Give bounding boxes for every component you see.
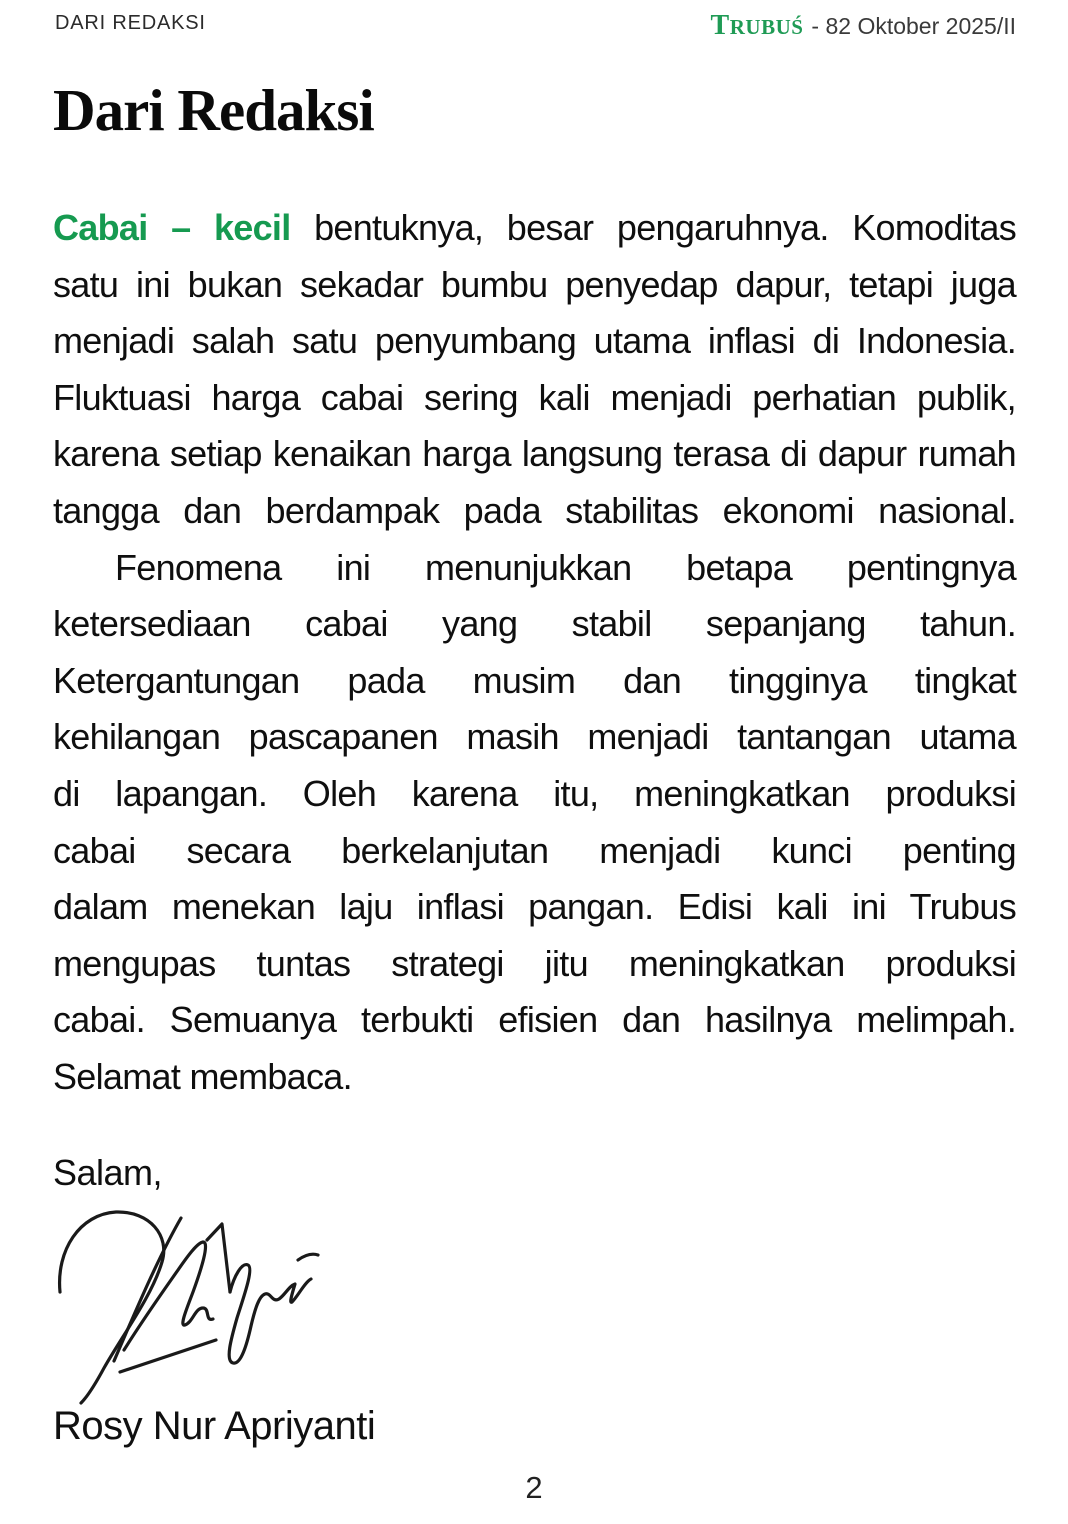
article-line: satu ini bukan sekadar bumbu penyedap dapur, tetapi juga	[53, 263, 1016, 305]
signature-stroke	[298, 1254, 318, 1260]
masthead-right	[711, 10, 1016, 42]
article-line: Fluktuasi harga cabai sering kali menjadi perhatian publik,	[53, 376, 1016, 418]
running-head: DARI REDAKSI	[55, 12, 206, 34]
edition-label: - 82 Oktober 2025/II	[811, 13, 1016, 39]
article-body	[53, 200, 1016, 1106]
article-line: Selamat membaca.	[53, 1055, 352, 1097]
article-line	[53, 200, 1016, 257]
signature-stroke	[207, 1224, 230, 1292]
signature-stroke	[124, 1242, 213, 1350]
article-line: tangga dan berdampak pada stabilitas ekonomi nasional.	[53, 489, 1016, 531]
article-line: cabai secara berkelanjutan menjadi kunci penting	[53, 829, 1016, 871]
article-line: mengupas tuntas strategi jitu meningkatkan produksi	[53, 942, 1016, 984]
signature-stroke	[114, 1218, 181, 1361]
article-line: menjadi salah satu penyumbang utama inflasi di Indonesia.	[53, 320, 1016, 362]
signature-image	[44, 1198, 344, 1408]
article-line: kehilangan pascapanen masih menjadi tantangan utama	[53, 716, 1016, 758]
article-line: Fenomena ini menunjukkan betapa pentingnya	[115, 546, 1016, 588]
article-line: di lapangan. Oleh karena itu, meningkatkan produksi	[53, 772, 1016, 814]
page-title: Dari Redaksi	[53, 77, 374, 143]
article-lead-text: Cabai – kecil	[53, 207, 291, 248]
signature-stroke	[120, 1340, 216, 1372]
article-line: Ketergantungan pada musim dan tingginya tingkat	[53, 659, 1016, 701]
article-text: bentuknya, besar pengaruhnya. Komoditas	[290, 207, 1016, 248]
editor-name: Rosy Nur Apriyanti	[53, 1404, 376, 1448]
article-line: dalam menekan laju inflasi pangan. Edisi kali ini Trubus	[53, 886, 1016, 928]
article-line: karena setiap kenaikan harga langsung terasa di dapur rumah	[53, 433, 1016, 475]
salutation: Salam,	[53, 1152, 163, 1193]
signature-stroke	[60, 1212, 164, 1403]
article-line: ketersediaan cabai yang stabil sepanjang tahun.	[53, 603, 1016, 645]
article-line: cabai. Semuanya terbukti efisien dan hasilnya melimpah.	[53, 999, 1016, 1041]
trubus-logo: TRUBUŚ	[710, 10, 804, 41]
page-header	[55, 10, 1016, 50]
page-number: 2	[525, 1470, 543, 1505]
signature-stroke	[229, 1265, 311, 1364]
